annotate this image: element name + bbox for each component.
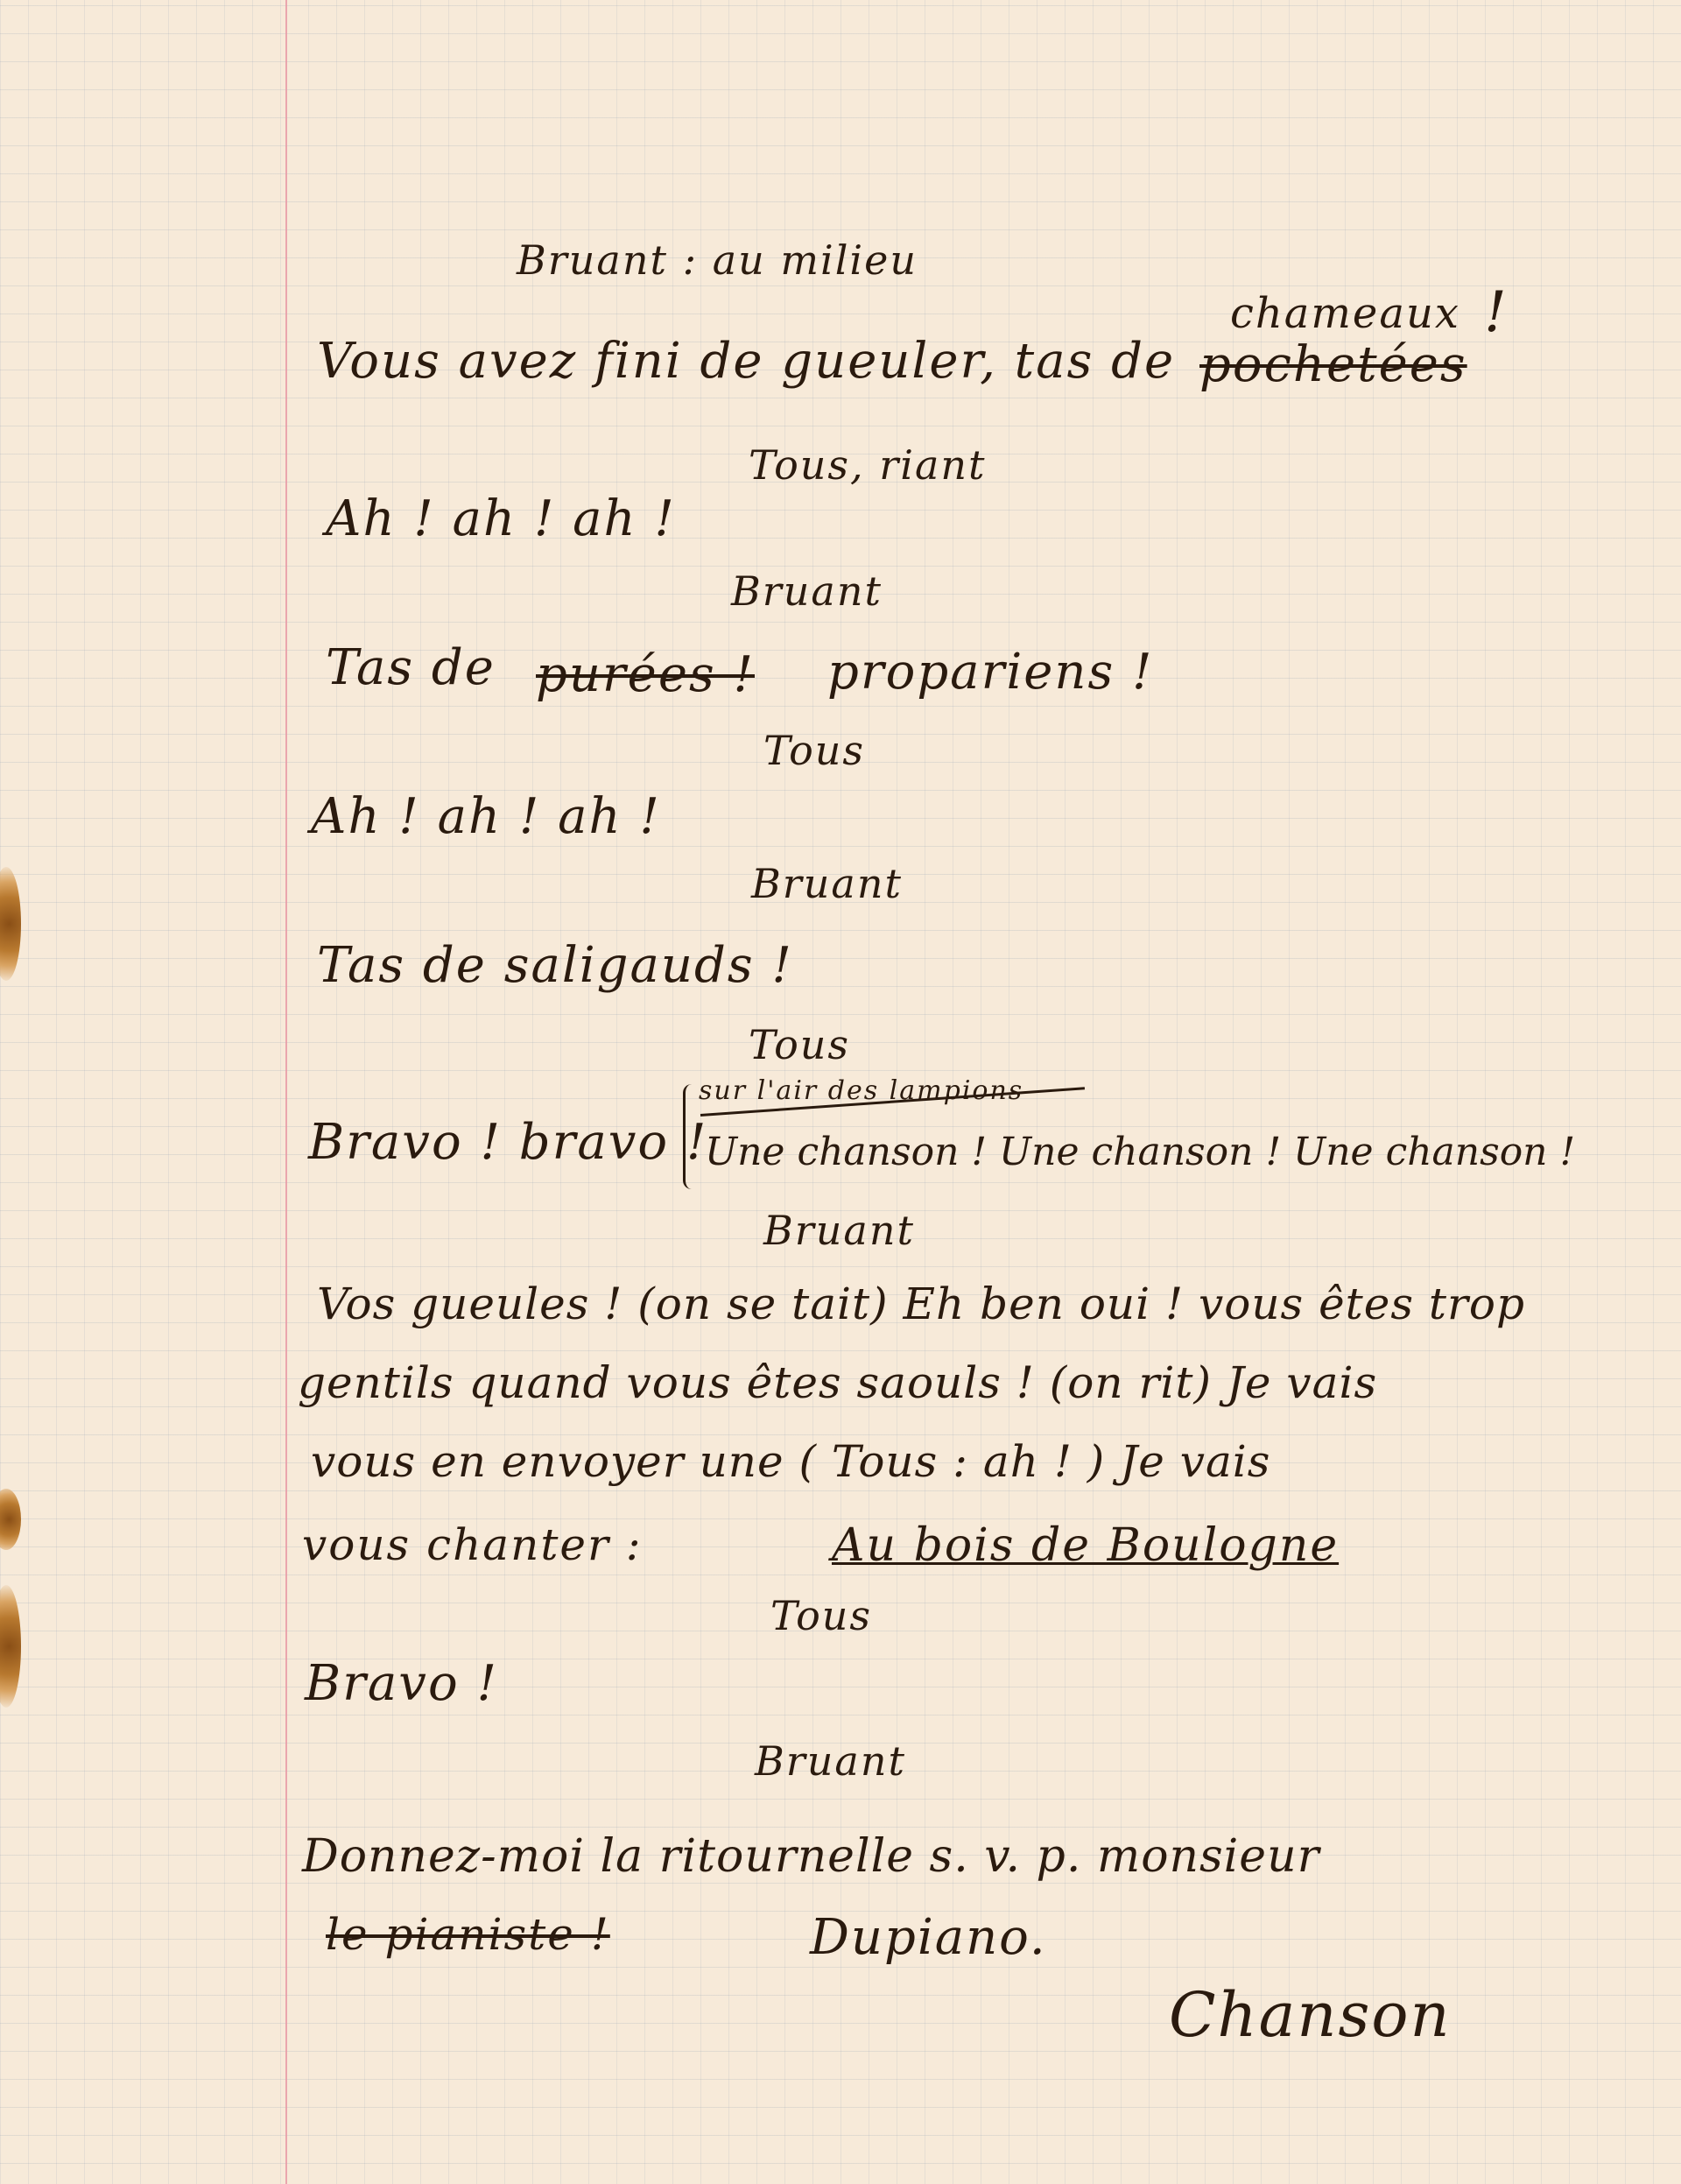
speaker-line: Bruant : au milieu bbox=[517, 236, 918, 284]
dialogue-line: Tas de saligauds ! bbox=[317, 937, 793, 994]
struck-word: le pianiste ! bbox=[326, 1909, 610, 1960]
dialogue-line: Vos gueules ! (on se tait) Eh ben oui ! vous êtes trop bbox=[317, 1279, 1526, 1329]
speaker-line: Tous, riant bbox=[749, 441, 987, 489]
insertion-word: chameaux bbox=[1230, 289, 1460, 338]
punctuation: ! bbox=[1484, 280, 1509, 345]
speaker-line: Bruant bbox=[763, 1207, 915, 1254]
insertion-word: Dupiano. bbox=[810, 1909, 1047, 1966]
dialogue-line: vous chanter : bbox=[302, 1519, 643, 1570]
binding-hole-stain bbox=[0, 867, 21, 981]
speaker-line: Tous bbox=[763, 727, 866, 774]
binding-hole-stain bbox=[0, 1585, 21, 1708]
speaker-line: Bruant bbox=[755, 1737, 906, 1785]
dialogue-line: Bravo ! bbox=[305, 1655, 498, 1712]
margin-rule bbox=[285, 0, 287, 2184]
section-heading: Chanson bbox=[1169, 1979, 1452, 2051]
struck-word: purées ! bbox=[536, 646, 756, 703]
dialogue-line: Ah ! ah ! ah ! bbox=[326, 490, 676, 547]
insertion-word: propariens ! bbox=[827, 644, 1154, 701]
dialogue-line: Ah ! ah ! ah ! bbox=[311, 788, 661, 845]
speaker-line: Tous bbox=[770, 1592, 873, 1639]
dialogue-line: Vous avez fini de gueuler, tas de bbox=[317, 333, 1176, 390]
dialogue-line: Tas de bbox=[326, 639, 496, 696]
dialogue-line: Une chanson ! Une chanson ! Une chanson ! bbox=[705, 1130, 1576, 1174]
stage-bracket bbox=[683, 1084, 698, 1189]
speaker-line: Bruant bbox=[731, 567, 883, 615]
speaker-line: Tous bbox=[749, 1021, 851, 1068]
song-title: Au bois de Boulogne bbox=[832, 1519, 1340, 1572]
struck-word: pochetées bbox=[1199, 336, 1467, 393]
dialogue-line: gentils quand vous êtes saouls ! (on rit) Je vais bbox=[298, 1357, 1378, 1408]
speaker-line: Bruant bbox=[751, 860, 903, 907]
binding-hole-stain bbox=[0, 1489, 21, 1550]
dialogue-line: vous en envoyer une ( Tous : ah ! ) Je vais bbox=[311, 1436, 1271, 1487]
dialogue-line: Bravo ! bravo ! bbox=[308, 1114, 708, 1171]
stage-direction: sur l'air des lampions bbox=[699, 1075, 1024, 1106]
dialogue-line: Donnez-moi la ritournelle s. v. p. monsieur bbox=[302, 1830, 1320, 1883]
